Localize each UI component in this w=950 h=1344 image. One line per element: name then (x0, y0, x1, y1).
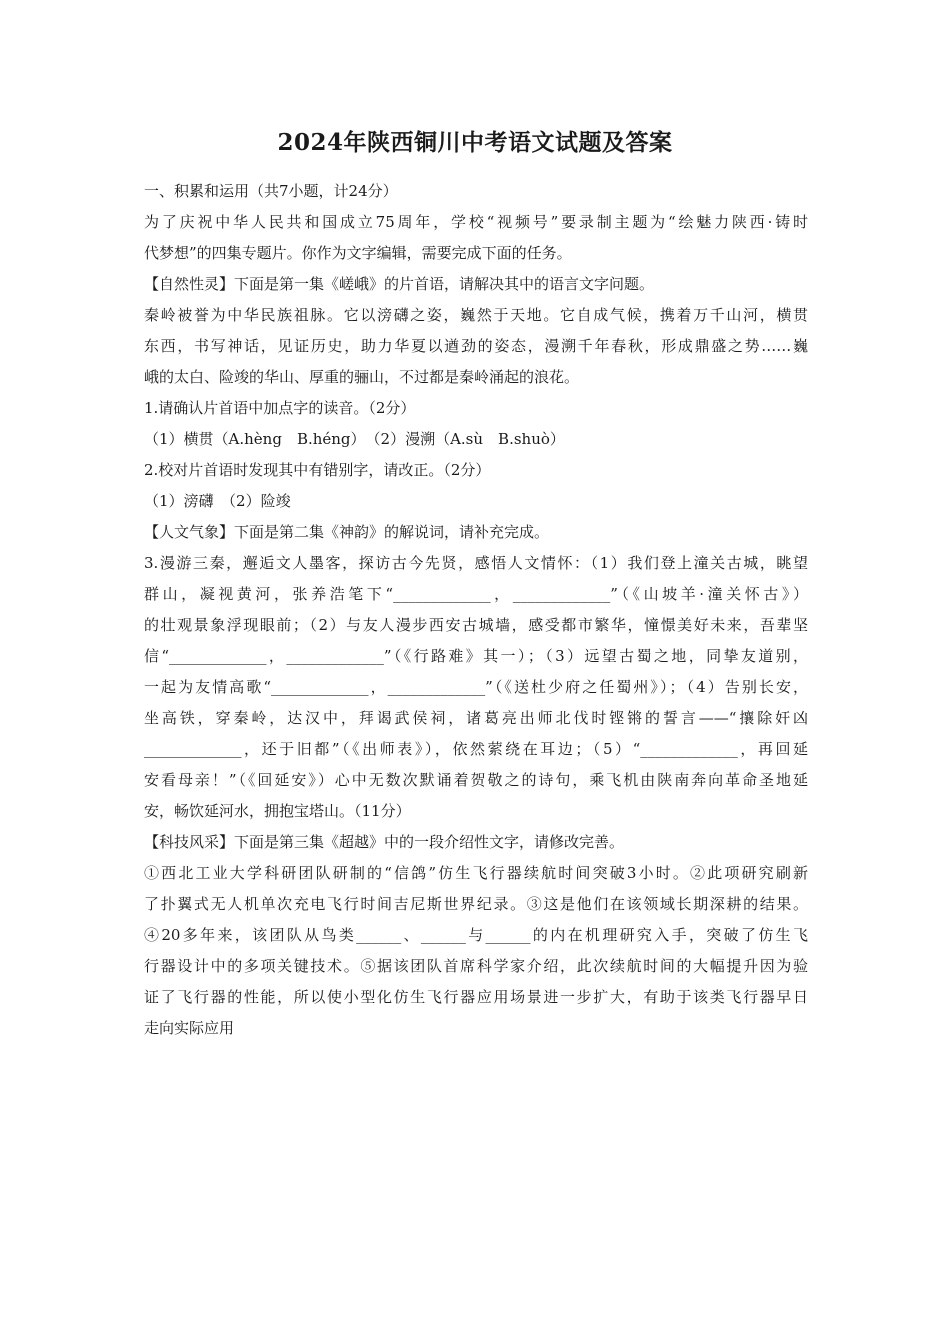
text-line: 秦岭被誉为中华民族祖脉。它以滂礴之姿，巍然于天地。它自成气候，携着万千山河，横贯 (144, 306, 808, 324)
text-line: （1）滂礴 （2）险竣 (144, 492, 291, 510)
document-title: 2024年陕西铜川中考语文试题及答案 (277, 129, 673, 156)
text-line: 的壮观景象浮现眼前；（2）与友人漫步西安古城墙，感受都市繁华，憧憬美好未来，吾辈坚 (144, 616, 808, 634)
text-line: 走向实际应用 (144, 1019, 235, 1037)
text-line: ④20多年来，该团队从鸟类______、______与______的内在机理研究入手，突破了仿生飞 (144, 926, 808, 944)
text-line: 1.请确认片首语中加点字的读音。（2分） (144, 399, 416, 417)
text-line: 安，畅饮延河水，拥抱宝塔山。（11分） (144, 802, 411, 820)
text-line: 东西，书写神话，见证历史，助力华夏以遒劲的姿态，漫溯千年春秋，形成鼎盛之势……巍 (144, 337, 808, 355)
text-line: 一、积累和运用（共7小题，计24分） (144, 182, 398, 200)
text-line: ①西北工业大学科研团队研制的“信鸽”仿生飞行器续航时间突破3小时。②此项研究刷新 (144, 864, 808, 882)
text-line: 为了庆祝中华人民共和国成立75周年，学校“视频号”要录制主题为“绘魅力陕西·铸时 (144, 213, 808, 231)
text-line: _____________，还于旧都”（《出师表》），依然萦绕在耳边；（5）“_____________，再回延 (144, 740, 808, 758)
text-line: （1）横贯（A.hèng B.héng） （2）漫溯（A.sù B.shuò） (144, 430, 565, 448)
document-body (144, 176, 808, 1044)
text-line: 了扑翼式无人机单次充电飞行时间吉尼斯世界纪录。③这是他们在该领域长期深耕的结果。 (144, 895, 808, 913)
text-line: 安看母亲！”（《回延安》）心中无数次默诵着贺敬之的诗句，乘飞机由陕南奔向革命圣地延 (144, 771, 808, 789)
text-line: 行器设计中的多项关键技术。⑤据该团队首席科学家介绍，此次续航时间的大幅提升因为验 (144, 957, 808, 975)
text-line: 一起为友情高歌“_____________，_____________”（《送杜少府之任蜀州》）；（4）告别长安， (144, 678, 808, 696)
text-line: 峨的太白、险竣的华山、厚重的骊山，不过都是秦岭涌起的浪花。 (144, 368, 580, 386)
text-line: 2.校对片首语时发现其中有错别字，请改正。（2分） (144, 461, 491, 479)
text-line: 3.漫游三秦，邂逅文人墨客，探访古今先贤，感悟人文情怀：（1）我们登上潼关古城，眺望 (144, 554, 808, 572)
text-line: 【自然性灵】下面是第一集《嵯峨》的片首语，请解决其中的语言文字问题。 (144, 275, 655, 293)
text-line: 坐高铁，穿秦岭，达汉中，拜谒武侯祠，诸葛亮出师北伐时铿锵的誓言——“攘除奸凶 (144, 709, 808, 727)
text-line: 群山，凝视黄河，张养浩笔下“_____________，_____________”（《山坡羊·潼关怀古》） (144, 585, 808, 603)
text-line: 【科技风采】下面是第三集《超越》中的一段介绍性文字，请修改完善。 (144, 833, 625, 851)
text-line: 【人文气象】下面是第二集《神韵》的解说词，请补充完成。 (144, 523, 550, 541)
text-line: 信“_____________，_____________”（《行路难》其一）；（3）远望古蜀之地，同挚友道别， (144, 647, 808, 665)
text-line: 代梦想”的四集专题片。你作为文字编辑，需要完成下面的任务。 (144, 244, 572, 262)
text-line: 证了飞行器的性能，所以使小型化仿生飞行器应用场景进一步扩大，有助于该类飞行器早日 (144, 988, 808, 1006)
